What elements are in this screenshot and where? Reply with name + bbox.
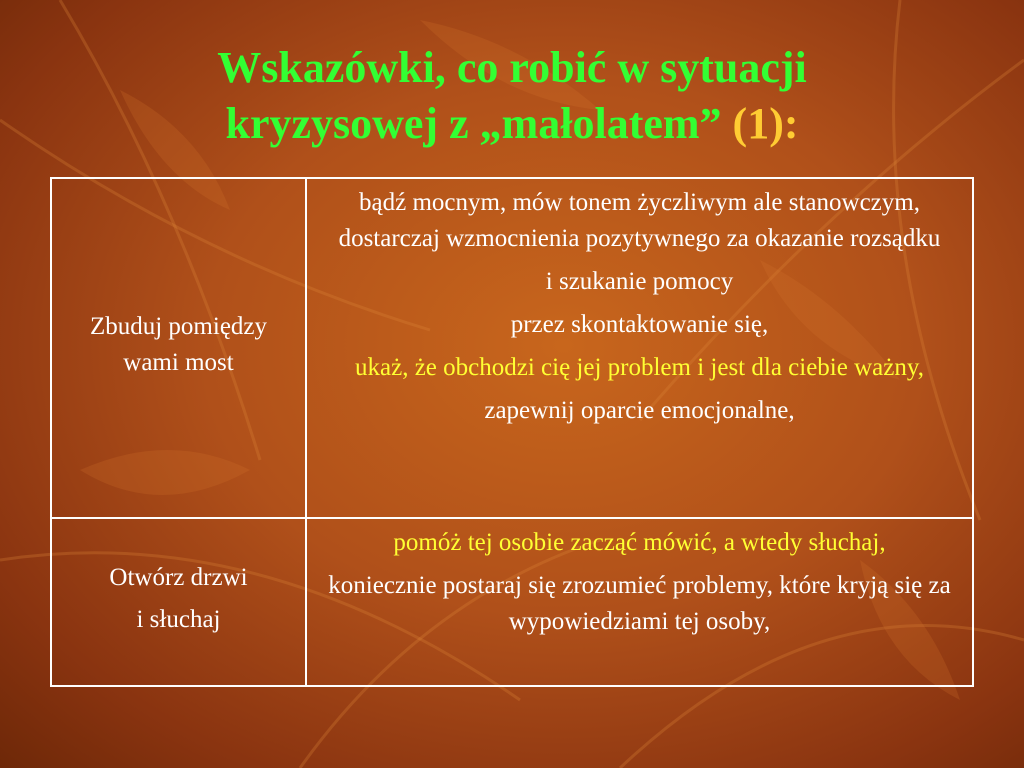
row-heading-text: i słuchaj: [136, 606, 221, 633]
title-number: (1):: [732, 99, 799, 148]
row-content-cell: [306, 178, 973, 518]
row-heading-text: Otwórz drzwi: [109, 564, 248, 591]
tip-text: bądź mocnym, mów tonem życzliwym ale stanowczym, dostarczaj wzmocnienia pozytywnego za okazanie rozsądku: [338, 189, 941, 252]
title-line-2: kryzysowej z „małolatem”: [225, 99, 722, 148]
tip-text-highlighted: pomóż tej osobie zacząć mówić, a wtedy słuchaj,: [393, 529, 886, 556]
tip-text-highlighted: ukaż, że obchodzi cię jej problem i jest dla ciebie ważny,: [355, 354, 924, 381]
tip-text: przez skontaktowanie się,: [510, 311, 769, 338]
row-heading-cell: [51, 178, 306, 518]
row-heading-cell: [51, 518, 306, 686]
table-row: [51, 518, 973, 686]
tips-table: [50, 177, 974, 687]
table-row: [51, 178, 973, 518]
tip-text: koniecznie postaraj się zrozumieć problemy, które kryją się za wypowiedziami tej osoby,: [328, 572, 951, 635]
tip-text: i szukanie pomocy: [545, 268, 734, 295]
row-heading-text: Zbuduj pomiędzy wami most: [89, 313, 268, 376]
slide-title: [0, 40, 1024, 152]
title-line-1: Wskazówki, co robić w sytuacji: [217, 43, 807, 92]
tip-text: zapewnij oparcie emocjonalne,: [484, 397, 795, 424]
row-content-cell: [306, 518, 973, 686]
